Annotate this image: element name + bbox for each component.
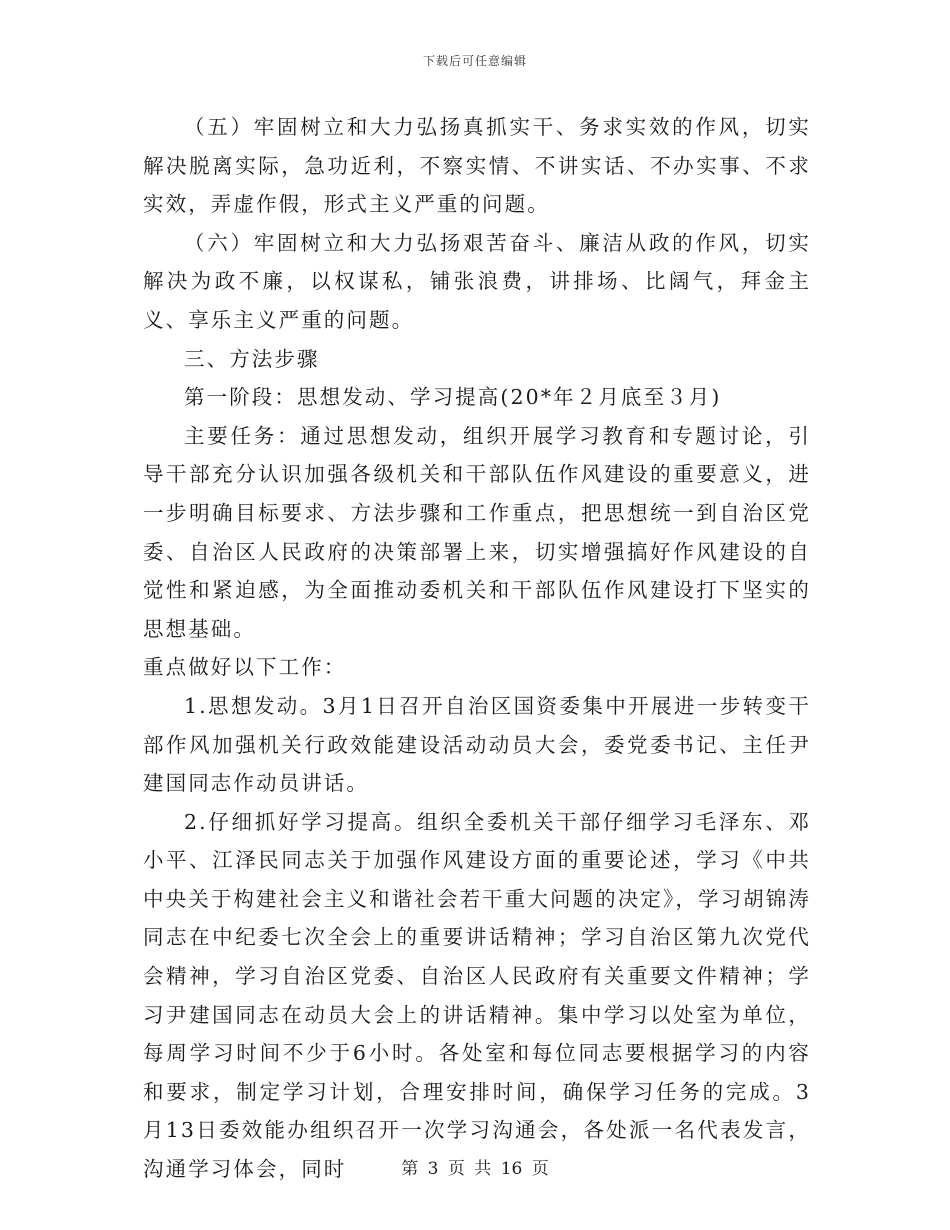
section-heading-methods: 三、方法步骤 [184,346,320,371]
key-work-intro: 重点做好以下工作： [143,655,347,680]
paragraph-six: （六）牢固树立和大力弘扬艰苦奋斗、廉洁从政的作风，切实解决为政不廉，以权谋私，铺张浪费，讲排场、比阔气，拜金主义、享乐主义严重的问题。 [143,230,811,332]
page-number-footer: 第 3 页 共 16 页 [401,1159,549,1179]
page-header-note: 下载后可任意编辑 [422,54,527,68]
stage-one-heading: 第一阶段：思想发动、学习提高(20*年２月底至３月) [184,385,722,410]
item-two-paragraph: 2.仔细抓好学习提高。组织全委机关干部仔细学习毛泽东、邓小平、江泽民同志关于加强作风建设方面的重要论述，学习《中共中央关于构建社会主义和谐社会若干重大问题的决定》，学习胡锦涛同志在中纪委七次全会上的重要讲话精神；学习自治区第九次党代会精神，学习自治区党委、自治区人民政府有关重要文件精神；学习尹建国同志在动员大会上的讲话精神。集中学习以处室为单位，每周学习时间不少于6小时。各处室和每位同志要根据学习的内容和要求，制定学习计划，合理安排时间，确保学习任务的完成。3月13日委效能办组织召开一次学习沟通会，各处派一名代表发言，沟通学习体会，同时 [143,809,811,1182]
main-tasks-paragraph: 主要任务：通过思想发动，组织开展学习教育和专题讨论，引导干部充分认识加强各级机关和干部队伍作风建设的重要意义，进一步明确目标要求、方法步骤和工作重点，把思想统一到自治区党委、自治区人民政府的决策部署上来，切实增强搞好作风建设的自觉性和紧迫感，为全面推动委机关和干部队伍作风建设打下坚实的思想基础。 [143,423,811,641]
paragraph-five: （五）牢固树立和大力弘扬真抓实干、务求实效的作风，切实解决脱离实际，急功近利，不察实情、不讲实话、不办实事、不求实效，弄虚作假，形式主义严重的问题。 [143,115,811,217]
document-body [143,108,811,1189]
item-one-paragraph: 1.思想发动。3月1日召开自治区国资委集中开展进一步转变干部作风加强机关行政效能建设活动动员大会，委党委书记、主任尹建国同志作动员讲话。 [143,693,811,796]
